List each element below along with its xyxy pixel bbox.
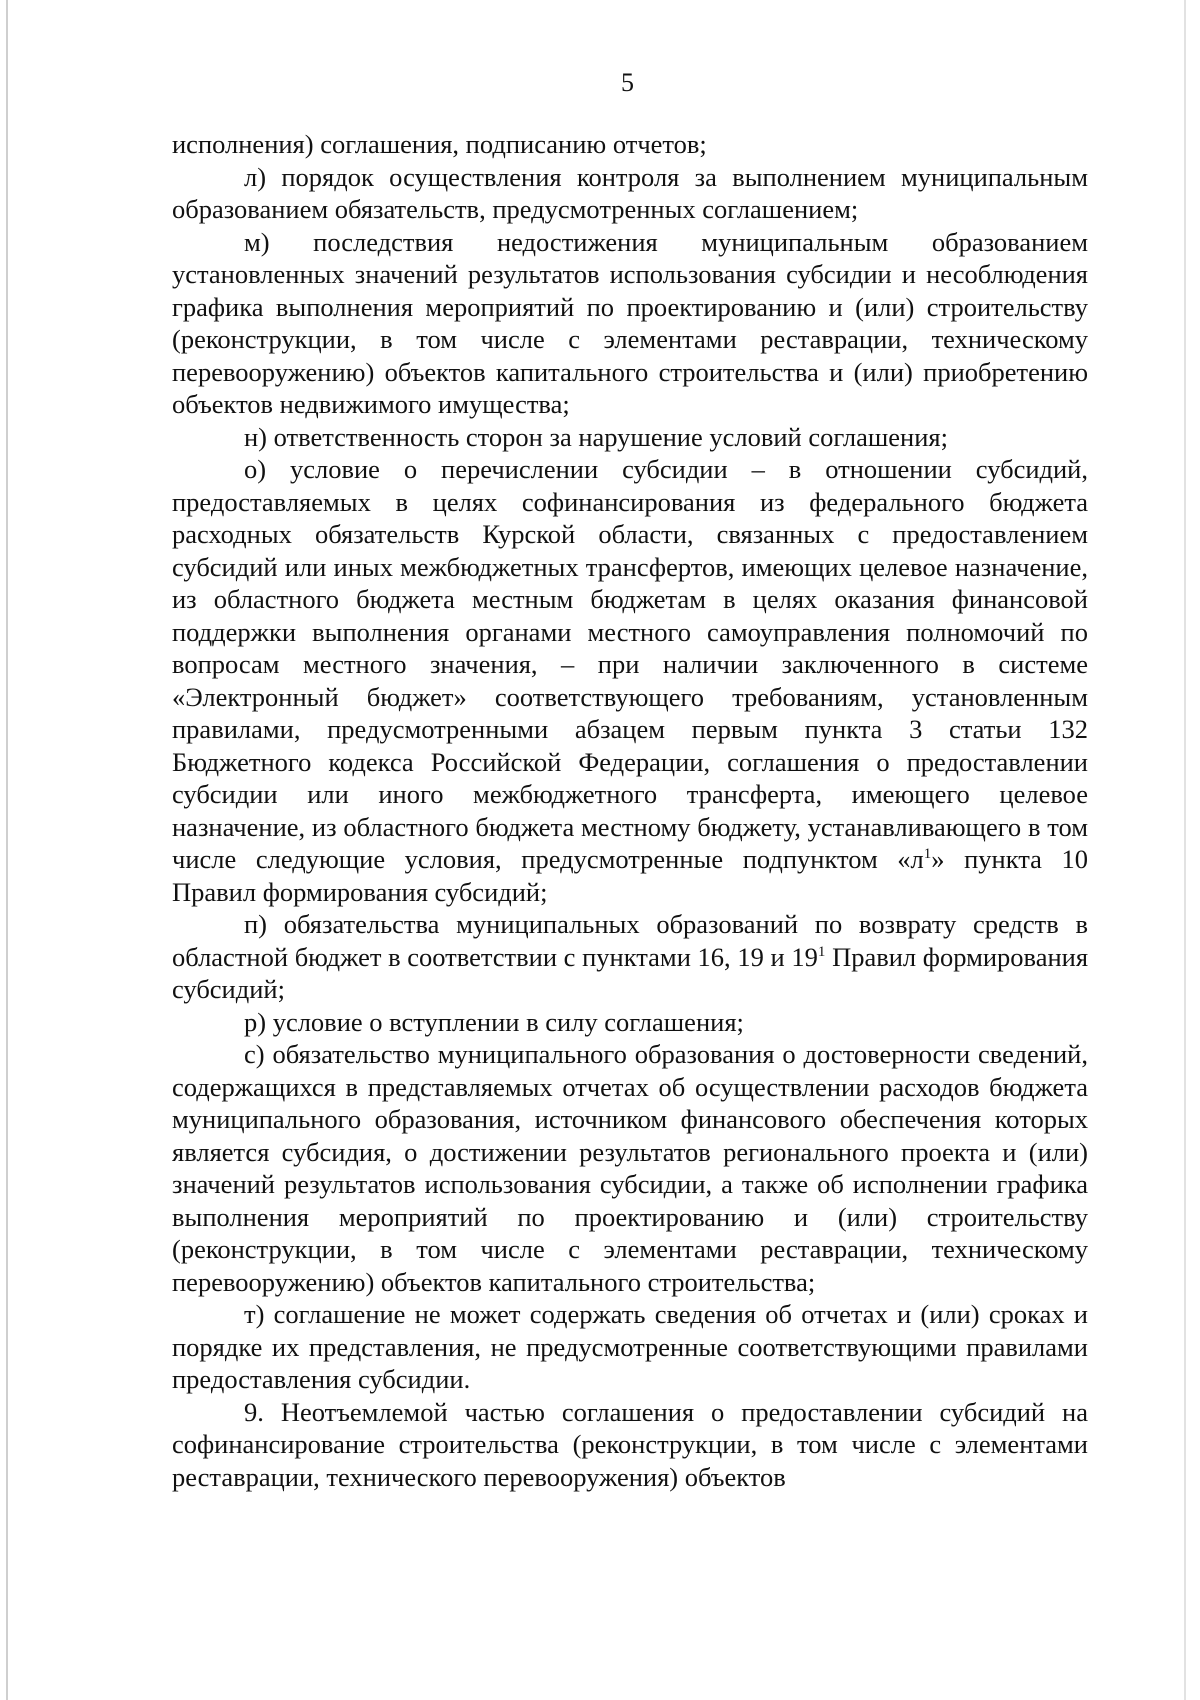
page-number: 5 — [621, 68, 634, 97]
paragraph-item-t: т) соглашение не может содержать сведения об отчетах и (или) сроках и порядке их представления, не предусмотренные соответствующими правилами предоставления субсидии. — [172, 1299, 1088, 1394]
paragraph-item-s: с) обязательство муниципального образования о достоверности сведений, содержащихся в представляемых отчетах об осуществлении расходов бюджета муниципального образования, источником финансового обеспечения которых является субсидия, о достижении результатов регионального проекта и (или) значений результатов использования субсидии, а также об исполнении графика выполнения мероприятий по проектированию и (или) строительству (реконструкции, в том числе с элементами реставрации, техническому перевооружению) объектов капитального строительства; — [172, 1039, 1088, 1297]
paragraph-section-9: 9. Неотъемлемой частью соглашения о предоставлении субсидий на софинансирование строительства (реконструкции, в том числе с элементами реставрации, технического перевооружения) объектов — [172, 1396, 1088, 1492]
paragraph-item-o-text: о) условие о перечислении субсидии – в отношении субсидий, предоставляемых в целях софинансирования из федерального бюджета расходных обязательств Курской области, связанных с предоставлением субсидий или иных межбюджетных трансфертов, имеющих целевое назначение, из областного бюджета местным бюджетам в целях оказания финансовой поддержки выполнения органами местного самоуправления полномочий по вопросам местного значения, – при наличии заключенного в системе «Электронный бюджет» соответствующего требованиям, установленным правилами, предусмотренными абзацем первым пункта 3 статьи 132 Бюджетного кодекса Российской Федерации, соглашения о предоставлении субсидии или иного межбюджетного трансферта, имеющего целевое назначение, из областного бюджета местному бюджету, устанавливающего в том числе следующие условия, предусмотренные подпунктом «л — [172, 454, 1088, 874]
paragraph-item-o-tail: » пункта 10 Правил формирования субсидий; — [172, 844, 1088, 907]
paragraph-item-p-tail: Правил формирования субсидий; — [172, 941, 1089, 1004]
superscript: 1 — [817, 943, 826, 960]
paragraph-item-r: р) условие о вступлении в силу соглашения; — [244, 1006, 744, 1037]
scan-left-edge — [6, 0, 8, 1700]
paragraph-continuation: исполнения) соглашения, подписанию отчетов; — [172, 129, 707, 159]
paragraph-item-o — [172, 453, 1088, 908]
document-body — [172, 128, 1088, 1493]
paragraph-item-p — [172, 908, 1088, 1006]
paragraph-item-p-text: п) обязательства муниципальных образований по возврату средств в областной бюджет в соответствии с пунктами 16, 19 и 19 — [172, 909, 1088, 972]
superscript: 1 — [923, 846, 932, 862]
paragraph-item-l: л) порядок осуществления контроля за выполнением муниципальным образованием обязательств, предусмотренных соглашением; — [172, 161, 1088, 224]
paragraph-item-n: н) ответственность сторон за нарушение условий соглашения; — [244, 421, 948, 452]
scan-right-edge — [1184, 0, 1186, 1700]
paragraph-item-m: м) последствия недостижения муниципальным образованием установленных значений результатов использования субсидии и несоблюдения графика выполнения мероприятий по проектированию и (или) строительству (реконструкции, в том числе с элементами реставрации, техническому перевооружению) объектов капитального строительства и (или) приобретению объектов недвижимого имущества; — [172, 226, 1088, 419]
